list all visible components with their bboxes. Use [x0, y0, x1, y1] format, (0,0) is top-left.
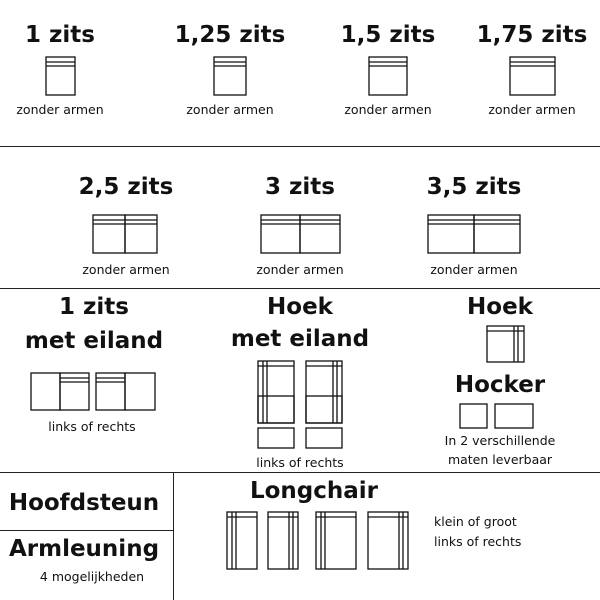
- title-armleuning: Armleuning: [8, 536, 160, 562]
- sub-3-5-zits: zonder armen: [430, 262, 518, 277]
- title-hocker: Hocker: [454, 372, 546, 398]
- sofa-3-zits-icon: [261, 215, 340, 253]
- sub-1-zits: zonder armen: [16, 102, 104, 117]
- sofa-eiland-left-icon: [31, 373, 89, 410]
- hocker-large-icon: [495, 404, 533, 428]
- sub-longchair-line1: klein of groot: [434, 514, 517, 529]
- longchair-small-right-icon: [268, 512, 298, 569]
- sofa-1-5-zits-icon: [369, 57, 407, 95]
- title-hoofdsteun: Hoofdsteun: [8, 490, 160, 516]
- title-1-5-zits: 1,5 zits: [340, 22, 436, 48]
- title-1-75-zits: 1,75 zits: [476, 22, 588, 48]
- sub-1-25-zits: zonder armen: [186, 102, 274, 117]
- sub-hocker-line2: maten leverbaar: [447, 452, 553, 467]
- title-1-zits-eiland-line1: 1 zits: [59, 294, 129, 320]
- sofa-1-zits-icon: [46, 57, 75, 95]
- sub-1-5-zits: zonder armen: [344, 102, 432, 117]
- sub-1-zits-eiland: links of rechts: [48, 419, 136, 434]
- sub-armleuning: 4 mogelijkheden: [39, 569, 145, 584]
- sofa-hoek-eiland-right-icon: [306, 361, 342, 448]
- title-1-zits: 1 zits: [25, 22, 95, 48]
- sofa-hoek-icon: [487, 326, 524, 362]
- title-1-25-zits: 1,25 zits: [174, 22, 286, 48]
- sub-2-5-zits: zonder armen: [82, 262, 170, 277]
- sofa-eiland-right-icon: [96, 373, 155, 410]
- title-longchair: Longchair: [249, 478, 379, 504]
- sub-hoek-eiland: links of rechts: [256, 455, 344, 470]
- longchair-large-right-icon: [368, 512, 408, 569]
- sofa-3-5-zits-icon: [428, 215, 520, 253]
- sub-1-75-zits: zonder armen: [488, 102, 576, 117]
- hocker-small-icon: [460, 404, 487, 428]
- sofa-2-5-zits-icon: [93, 215, 157, 253]
- longchair-large-left-icon: [316, 512, 356, 569]
- sub-hocker-line1: In 2 verschillende: [444, 433, 556, 448]
- sofa-hoek-eiland-left-icon: [258, 361, 294, 448]
- sofa-1-25-zits-icon: [214, 57, 246, 95]
- title-3-5-zits: 3,5 zits: [426, 174, 522, 200]
- longchair-small-left-icon: [227, 512, 257, 569]
- title-hoek: Hoek: [467, 294, 533, 320]
- sofa-1-75-zits-icon: [510, 57, 555, 95]
- title-hoek-eiland-line1: Hoek: [267, 294, 333, 320]
- sub-longchair-line2: links of rechts: [434, 534, 522, 549]
- title-2-5-zits: 2,5 zits: [78, 174, 174, 200]
- title-1-zits-eiland-line2: met eiland: [24, 328, 164, 354]
- title-hoek-eiland-line2: met eiland: [230, 326, 370, 352]
- sub-3-zits: zonder armen: [256, 262, 344, 277]
- title-3-zits: 3 zits: [265, 174, 335, 200]
